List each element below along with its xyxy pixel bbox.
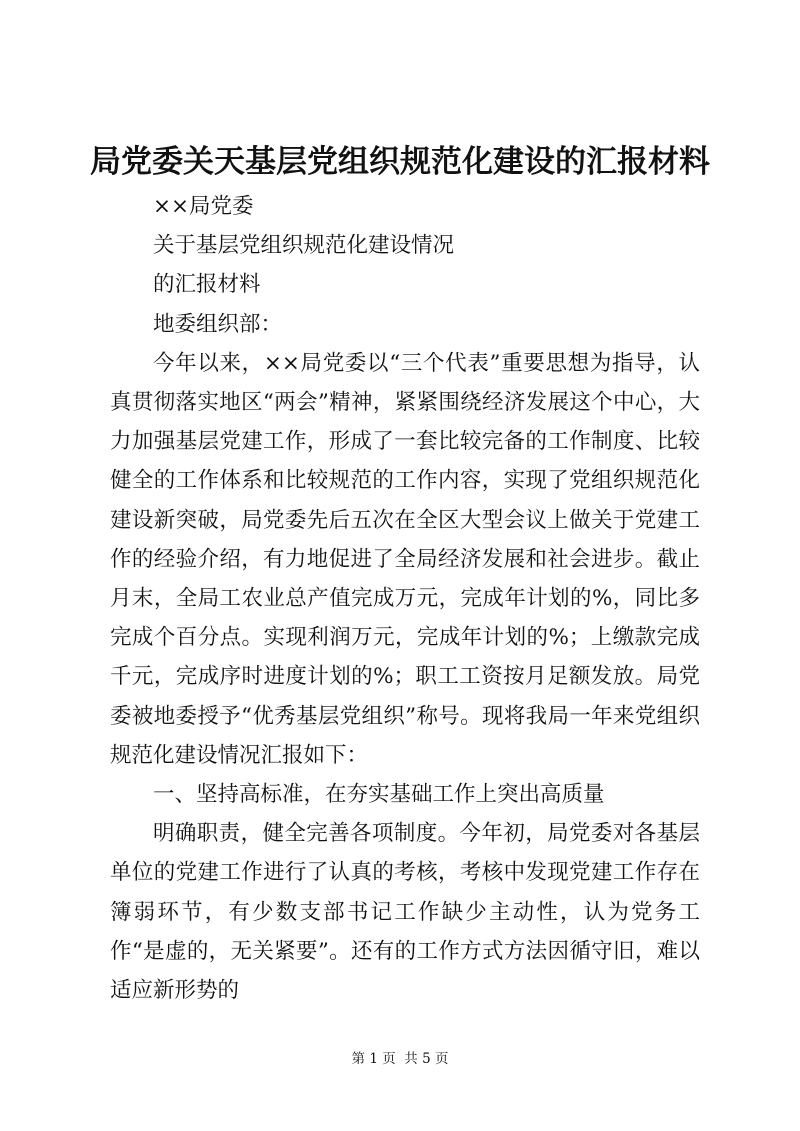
subject-line-2: 的汇报材料: [153, 272, 261, 298]
body-paragraph: 明确职责，健全完善各项制度。今年初，局党委对各基层单位的党建工作进行了认真的考核，考核中发现党建工作存在簿弱环节，有少数支部书记工作缺少主动性，认为党务工作“是虚的，无关紧要”。还有的工作方式方法因循守旧，难以适应新形势的: [110, 821, 700, 1004]
page-footer: 第 1 页 共 5 页: [351, 1051, 449, 1067]
document-title: 局党委关天基层党组织规范化建设的汇报材料: [90, 144, 710, 180]
section-heading-1: 一、坚持高标准，在夯实基础工作上突出高质量: [153, 782, 605, 808]
document-body: [110, 187, 700, 1010]
issuer-line: ××局党委: [153, 194, 254, 219]
intro-paragraph: 今年以来，××局党委以“三个代表”重要思想为指导，认真贯彻落实地区“两会”精神，紧紧围绕经济发展这个中心，大力加强基层党建工作，形成了一套比较完备的工作制度、比较健全的工作体系和比较规范的工作内容，实现了党组织规范化建设新突破，局党委先后五次在全区大型会议上做关于党建工作的经验介绍，有力地促进了全局经济发展和社会进步。截止月末，全局工农业总产值完成万元，完成年计划的%，同比多完成个百分点。实现利润万元，完成年计划的%；上缴款完成千元，完成序时进度计划的%；职工工资按月足额发放。局党委被地委授予“优秀基层党组织”称号。现将我局一年来党组织规范化建设情况汇报如下：: [110, 350, 700, 768]
addressee-line: 地委组织部：: [153, 311, 283, 337]
subject-line-1: 关于基层党组织规范化建设情况: [153, 233, 455, 259]
